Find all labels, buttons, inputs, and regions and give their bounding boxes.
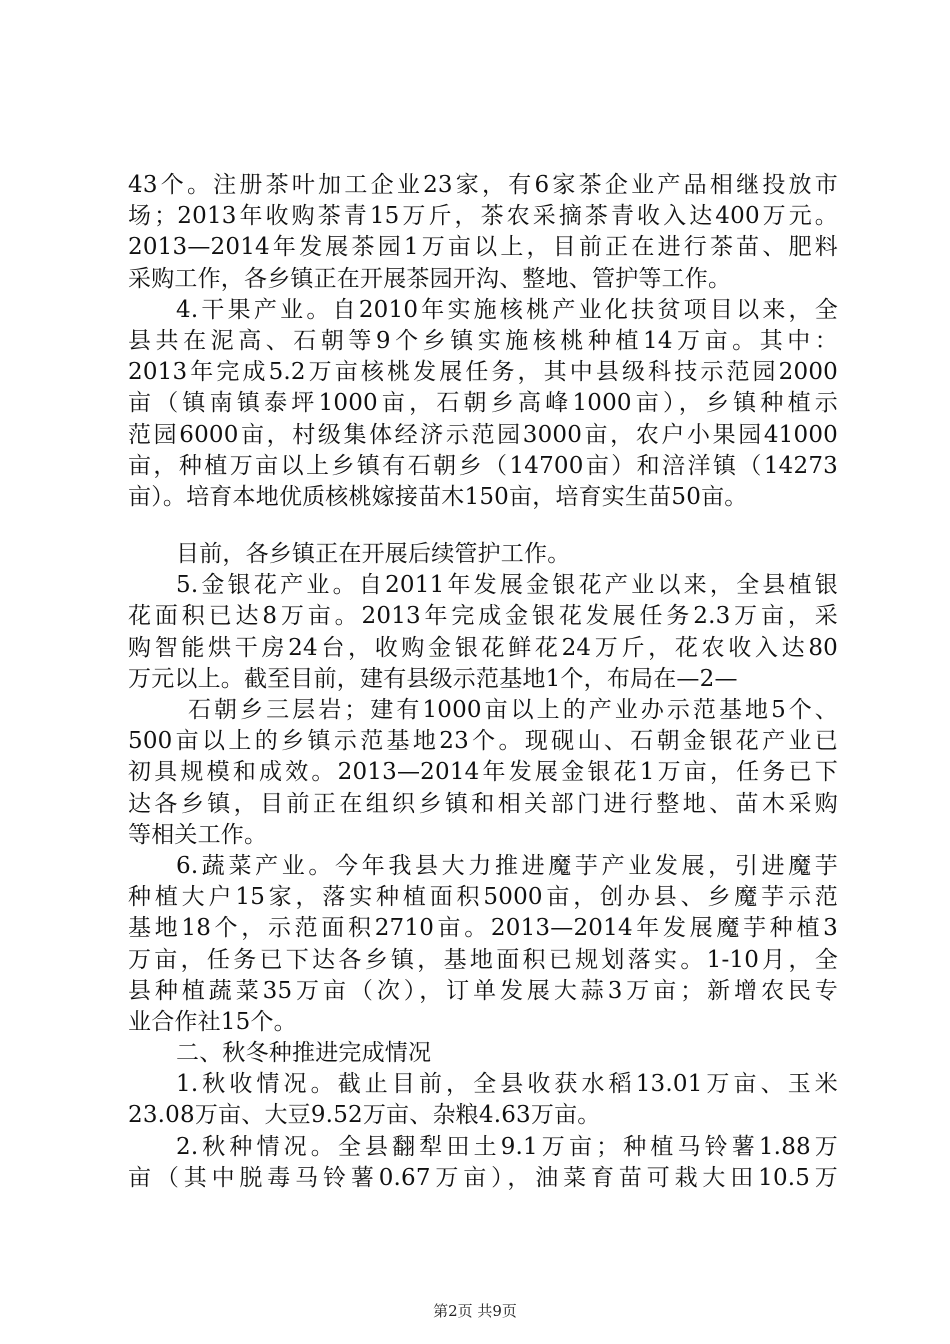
paragraph-line: 亩）。培育本地优质核桃嫁接苗木150亩，培育实生苗50亩。 xyxy=(128,483,748,510)
paragraph-line: 1.秋收情况。截止目前，全县收获水稻13.01万亩、玉米 xyxy=(176,1071,838,1098)
paragraph-line: 亩（镇南镇泰坪1000亩，石朝乡高峰1000亩），乡镇种植示 xyxy=(128,390,838,417)
paragraph-line: 购智能烘干房24台，收购金银花鲜花24万斤，花农收入达80 xyxy=(128,634,838,661)
paragraph-line: 花面积已达8万亩。2013年完成金银花发展任务2.3万亩，采 xyxy=(128,603,838,630)
paragraph-line: 场；2013年收购茶青15万斤，茶农采摘茶青收入达400万元。 xyxy=(128,203,838,230)
paragraph-line: 5.金银花产业。自2011年发展金银花产业以来，全县植银 xyxy=(176,572,838,599)
paragraph-line: 石朝乡三层岩；建有1000亩以上的产业办示范基地5个、 xyxy=(188,697,838,723)
paragraph-line: 达各乡镇，目前正在组织乡镇和相关部门进行整地、苗木采购 xyxy=(128,790,838,817)
paragraph-line: 亩，种植万亩以上乡镇有石朝乡（14700亩）和涪洋镇（14273 xyxy=(128,452,838,479)
paragraph-line: 万亩，任务已下达各乡镇，基地面积已规划落实。1-10月，全 xyxy=(128,946,838,973)
paragraph-line: 县共在泥高、石朝等9个乡镇实施核桃种植14万亩。其中： xyxy=(128,327,838,354)
paragraph-line: 43个。注册茶叶加工企业23家，有6家茶企业产品相继投放市 xyxy=(128,172,838,198)
paragraph-line: 2013—2014年发展茶园1万亩以上，目前正在进行茶苗、肥料 xyxy=(128,234,838,261)
paragraph-line: 等相关工作。 xyxy=(128,821,268,848)
section-heading: 二、秋冬种推进完成情况 xyxy=(176,1040,432,1067)
paragraph-line: 6.蔬菜产业。今年我县大力推进魔芋产业发展，引进魔芋 xyxy=(176,852,838,879)
paragraph-line: 亩（其中脱毒马铃薯0.67万亩），油菜育苗可栽大田10.5万 xyxy=(128,1164,838,1191)
paragraph-line: 种植大户15家，落实种植面积5000亩，创办县、乡魔芋示范 xyxy=(128,884,838,911)
paragraph-line: 2.秋种情况。全县翻犁田土9.1万亩；种植马铃薯1.88万 xyxy=(176,1133,838,1160)
paragraph-line: 4.干果产业。自2010年实施核桃产业化扶贫项目以来，全 xyxy=(176,296,838,323)
paragraph-line: 23.08万亩、大豆9.52万亩、杂粮4.63万亩。 xyxy=(128,1102,601,1129)
document-body xyxy=(128,170,838,1194)
paragraph-line: 2013年完成5.2万亩核桃发展任务，其中县级科技示范园2000 xyxy=(128,359,838,386)
paragraph-line: 初具规模和成效。2013—2014年发展金银花1万亩，任务已下 xyxy=(128,759,838,786)
paragraph-line: 范园6000亩，村级集体经济示范园3000亩，农户小果园41000 xyxy=(128,421,838,448)
paragraph-line: 基地18个，示范面积2710亩。2013—2014年发展魔芋种植3 xyxy=(128,915,838,942)
paragraph-line: 500亩以上的乡镇示范基地23个。现砚山、石朝金银花产业已 xyxy=(128,728,838,755)
paragraph-line: 目前，各乡镇正在开展后续管护工作。 xyxy=(176,541,571,568)
paragraph-line: 县种植蔬菜35万亩（次），订单发展大蒜3万亩；新增农民专 xyxy=(128,977,838,1004)
paragraph-line: 万元以上。截至目前，建有县级示范基地1个，布局在—2— xyxy=(128,665,738,692)
paragraph-line: 采购工作，各乡镇正在开展茶园开沟、整地、管护等工作。 xyxy=(128,265,732,292)
page-footer: 第2页 共9页 xyxy=(433,1302,517,1320)
paragraph-line: 业合作社15个。 xyxy=(128,1008,297,1035)
